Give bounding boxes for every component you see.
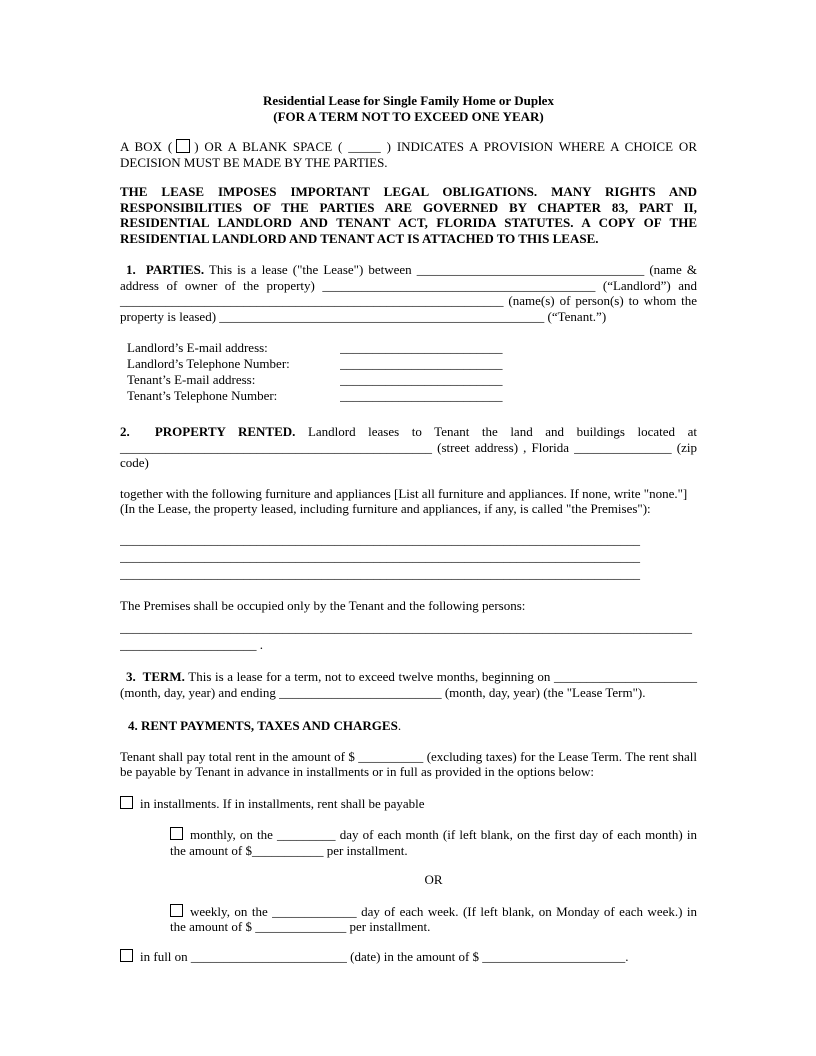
tenant-email-label: Tenant’s E-mail address:	[127, 372, 256, 387]
landlord-phone-row	[127, 356, 697, 372]
section-2-text: Landlord leases to Tenant the land and buildings located at ________________________________________________ (street address) , Florida _______________ (zip code)	[120, 424, 697, 470]
installments-checkbox[interactable]	[120, 796, 133, 809]
sample-checkbox-glyph	[176, 139, 190, 153]
weekly-checkbox[interactable]	[170, 904, 183, 917]
furniture-blank-line-2[interactable]: ________________________________________________________________________________	[120, 548, 640, 564]
section-2-label: 2. PROPERTY RENTED.	[120, 424, 296, 439]
intro-text-after-box: ) OR A BLANK SPACE ( _____ ) INDICATES A PROVISION WHERE A CHOICE OR DECISION MUST BE MADE BY THE PARTIES.	[120, 139, 697, 170]
section-1-label: 1. PARTIES.	[126, 262, 205, 277]
monthly-option-label: monthly, on the _________ day of each month (if left blank, on the first day of each month) in the amount of $___________ per installment.	[170, 827, 697, 858]
landlord-email-label: Landlord’s E-mail address:	[127, 340, 268, 355]
or-separator: OR	[424, 872, 443, 887]
tenant-phone-blank[interactable]: _________________________	[340, 388, 503, 403]
section-1-parties	[120, 262, 697, 324]
section-3-term	[120, 669, 697, 700]
section-2-property-rented	[120, 424, 697, 471]
legal-notice-text: THE LEASE IMPOSES IMPORTANT LEGAL OBLIGATIONS. MANY RIGHTS AND RESPONSIBILITIES OF THE PARTIES ARE GOVERNED BY CHAPTER 83, PART II, RESIDENTIAL LANDLORD AND TENANT ACT, FLORIDA STATUTES. A COPY OF THE RESIDENTIAL LANDLORD AND TENANT ACT IS ATTACHED TO THIS LEASE.	[120, 184, 697, 246]
document-title-line-2: (FOR A TERM NOT TO EXCEED ONE YEAR)	[273, 108, 544, 124]
section-4-heading	[120, 718, 697, 734]
intro-paragraph	[120, 139, 697, 170]
full-payment-option-label: in full on ________________________ (date) in the amount of $ ______________________.	[140, 948, 629, 964]
rent-intro-paragraph: Tenant shall pay total rent in the amount of $ __________ (excluding taxes) for the Lease Term. The rent shall be payable by Tenant in advance in installments or in full as provided in the options below:	[120, 748, 697, 779]
section-4-heading-period: .	[397, 718, 402, 733]
occupants-intro-paragraph: The Premises shall be occupied only by the Tenant and the following persons:	[120, 597, 526, 613]
full-payment-checkbox[interactable]	[120, 949, 133, 962]
option-monthly	[170, 827, 697, 858]
monthly-checkbox[interactable]	[170, 827, 183, 840]
intro-text-before-box: A BOX (	[120, 139, 173, 154]
tenant-email-row	[127, 372, 697, 388]
document-title	[120, 93, 697, 124]
landlord-phone-label: Landlord’s Telephone Number:	[127, 356, 290, 371]
tenant-phone-row	[127, 388, 697, 404]
occupants-blank-line-1[interactable]: ________________________________________________________________________________________	[120, 620, 692, 635]
section-3-text: This is a lease for a term, not to exceed twelve months, beginning on ______________________ (month, day, year) and ending _________________________ (month, day, year) (the "Lease Term").	[120, 669, 697, 700]
weekly-option-label: weekly, on the _____________ day of each week. (If left blank, on Monday of each week.) in the amount of $ ______________ per installment.	[170, 903, 697, 934]
section-1-text: This is a lease ("the Lease") between ___________________________________ (name & address of owner of the property) __________________________________________ (“Landlord”) and ___________________________________________________________ (name(s) of person(s) to whom the property is leased) __________________________________________________ (“Tenant.”)	[120, 262, 697, 324]
installments-option-label: in installments. If in installments, rent shall be payable	[140, 795, 425, 811]
option-weekly	[170, 904, 697, 935]
section-3-label: 3. TERM.	[126, 669, 185, 684]
occupants-blank-line-2[interactable]: _____________________ .	[120, 637, 263, 652]
occupants-blank-lines	[120, 619, 697, 653]
tenant-phone-label: Tenant’s Telephone Number:	[127, 388, 278, 403]
furniture-blank-lines	[120, 531, 697, 582]
furniture-blank-line-3[interactable]: ________________________________________________________________________________	[120, 565, 640, 581]
document-title-line-1: Residential Lease for Single Family Home or Duplex	[263, 93, 554, 108]
legal-notice-paragraph	[120, 184, 697, 246]
furniture-intro-paragraph: together with the following furniture and appliances [List all furniture and appliances. If none, write "none."] (In the Lease, the property leased, including furniture and appliances, if any, is called "the Premises"):	[120, 485, 688, 516]
landlord-phone-blank[interactable]: _________________________	[340, 356, 503, 371]
section-4-heading-text: 4. RENT PAYMENTS, TAXES AND CHARGES	[128, 718, 398, 733]
landlord-email-row	[127, 340, 697, 356]
landlord-email-blank[interactable]: _________________________	[340, 340, 503, 355]
contact-info-block	[127, 340, 697, 404]
option-in-full	[120, 949, 697, 965]
furniture-blank-line-1[interactable]: ________________________________________________________________________________	[120, 531, 640, 547]
tenant-email-blank[interactable]: _________________________	[340, 372, 503, 387]
option-in-installments	[120, 796, 697, 812]
